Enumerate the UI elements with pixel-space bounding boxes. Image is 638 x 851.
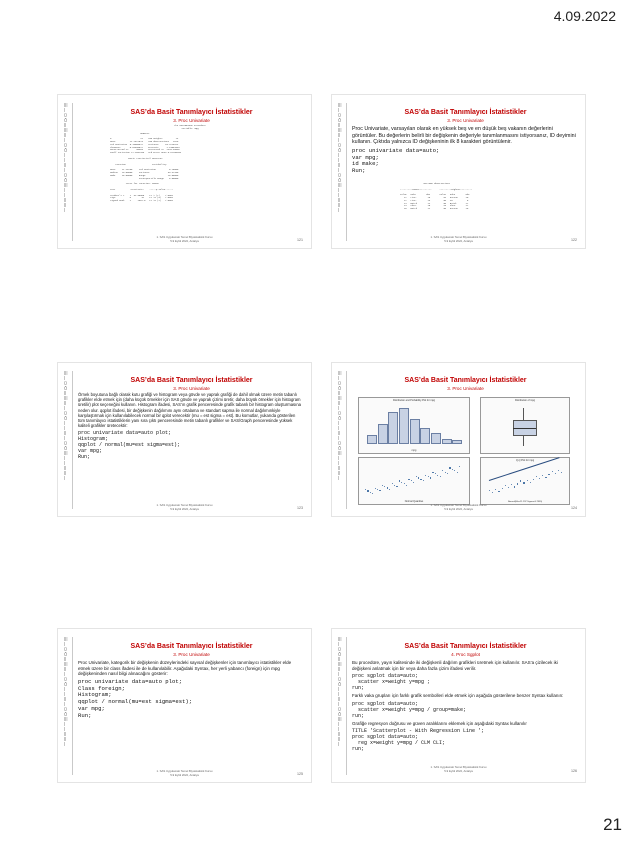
slide-subtitle: 3. Proc Univariate: [173, 118, 210, 123]
scatter-point: [416, 476, 417, 477]
slide-sidebar: İİİ İ Ü Ö İİ İİİ İİ İ Ü Ö İ İ İİ İ Ü Ö İİİ İ İ İİ İİ İ: [338, 637, 347, 775]
qq-point: [508, 487, 509, 488]
boxplot-title: Distribution of mpg: [515, 399, 535, 402]
extreme-observations-output: [400, 183, 560, 211]
qq-legend: Normal(Mu=21.297 Sigma=5.7855): [507, 501, 543, 503]
slide-sidebar: İİİ İ Ü Ö İİ İİİ İİ İ Ü Ö İ İ İİ İ Ü Ö İİİ İ İ İİ İİ İ: [64, 371, 73, 509]
histogram-bar: [410, 419, 420, 444]
slide-paragraph: Örnek boyutuna bağlı olarak kutu grafiği ve histogram veya gövde ve yaprak grafiği de dahil olmak üzere metin tabanlı grafikler elde etmek için (daha küçük örnekler için SAS gövde ve yaprak çizimi üretir, daha büyük örnekler için histogram üretilir) plot seçeneğini kullanın. Histogram ifadesi, SAS’ın grafik penceresinde grafik tabanlı bir histogram oluşturmasına neden olur. qqplot ifadesi, bir değişkenin dağılımını aynı ortalama ve standart sapma ile normal dağılımınkiyle karşılaştırmak için kullanılabilecek normal bir qplot verecektir (mu = est sigma = est). Bu komutlar, yukarıda gösterilen tüm tanımlayıcı istatistiklerin yanı sıra çıktı penceresinde metin tabanlı grafikler ve SAS/Graph penceresinde yüksek kaliteli grafikler üretecektir:: [78, 392, 301, 429]
qq-point: [523, 482, 524, 483]
slide-title: SAS’da Basit Tanımlayıcı İstatistikler: [404, 109, 527, 116]
slide-number: 121: [297, 238, 303, 242]
scatter-plot: [358, 457, 470, 505]
histogram-bar: [388, 412, 398, 444]
scatter-point: [372, 493, 373, 494]
qq-point: [505, 485, 506, 486]
qq-point: [498, 491, 499, 492]
qq-point: [533, 479, 534, 480]
scatter-point: [392, 483, 393, 484]
page-number: 21: [603, 815, 622, 834]
scatter-point: [435, 473, 436, 474]
univariate-output: [110, 125, 270, 203]
histogram-bar: [420, 428, 430, 444]
scatter-point: [457, 472, 458, 473]
histogram-bar: [367, 435, 377, 444]
scatter-points: [365, 462, 463, 496]
qq-point: [555, 473, 556, 474]
qq-point: [552, 471, 553, 472]
qq-point: [502, 488, 503, 489]
basic-measures-table: Basic Statistical Measures Location Variability Mean 21.29730 Std Deviation 5.78550 Median 20.00000 Variance 33.47205 Mode 18.00000 Range 29.00000 Interquartile Range 6.00000: [110, 156, 179, 180]
slide-footer: 1. SAS Uygulamalı Temel Biyoistatistik Kursu 5-9 Eylül 2022, Antalya: [156, 503, 213, 511]
histogram-title: Distribution and Probability Plot for mpg: [393, 399, 435, 402]
slide-title: SAS’da Basit Tanımlayıcı İstatistikler: [130, 109, 253, 116]
sas-code: proc univariate data=auto plot; Histogram; qqplot / normal(mu=est sigma=est); var mpg; Run;: [78, 430, 181, 461]
slide-title: SAS’da Basit Tanımlayıcı İstatistikler: [130, 643, 253, 650]
scatter-point: [379, 490, 380, 491]
document-date: 4.09.2022: [553, 8, 616, 24]
slide-123: [57, 362, 312, 517]
scatter-point: [382, 485, 383, 486]
qq-point: [492, 492, 493, 493]
sas-code: proc univariate data=auto plot; Class foreign; Histogram; qqplot / normal(mu=est sigma=est); var mpg; Run;: [78, 677, 193, 719]
slide-122: [331, 94, 586, 249]
scatter-point: [459, 466, 460, 467]
qq-point: [548, 474, 549, 475]
scatter-point: [430, 477, 431, 478]
moments-table: Moments N 74 Sum Weights 74 Mean 21.2972973 Sum Observations 1576 Std Deviation 5.78550321 Variance 33.4720474 Skewness 0.94936071 Kurtosis 1.13001934 Uncorrected SS 35463 Corrected SS 2443.45946 Coeff Variation 27.1657103 Std Error Mean 0.67255109: [110, 131, 181, 155]
scatter-point: [418, 477, 419, 478]
scatter-point: [454, 470, 455, 471]
qq-point: [511, 484, 512, 485]
slide-126: [331, 628, 586, 783]
qq-point: [520, 480, 521, 481]
qq-point: [545, 477, 546, 478]
histogram-x-label: mpg: [411, 449, 417, 452]
scatter-x-label: Normal Quantiles: [404, 500, 424, 503]
histogram-plot: [358, 397, 470, 454]
slide-paragraph-2: Farklı vaka grupları için farklı grafik sembolleri elde etmek için aşağıda gösterilene benzer Syntax kullanın:: [352, 693, 564, 699]
scatter-point: [452, 469, 453, 470]
qq-point: [539, 478, 540, 479]
qq-points: [489, 466, 563, 496]
slide-subtitle: 4. Proc Sgplot: [451, 652, 480, 657]
qq-point: [561, 472, 562, 473]
slide-sidebar: İİİ İ Ü Ö İİ İİİ İİ İ Ü Ö İ İ İİ İ Ü Ö İİİ İ İ İİ İİ İ: [338, 371, 347, 509]
scatter-point: [442, 470, 443, 471]
slide-number: 126: [571, 769, 577, 773]
qq-point: [517, 483, 518, 484]
scatter-point: [406, 485, 407, 486]
histogram-bar: [452, 440, 462, 444]
scatter-point: [445, 472, 446, 473]
qq-point: [542, 475, 543, 476]
boxplot-median: [513, 428, 536, 429]
scatter-point: [387, 487, 388, 488]
slide-number: 124: [571, 506, 577, 510]
qq-plot: [480, 457, 570, 505]
scatter-point: [404, 483, 405, 484]
sas-code-1: proc sgplot data=auto; scatter x=weight y=mpg ; run;: [352, 673, 431, 692]
scatter-point: [447, 473, 448, 474]
scatter-point: [440, 476, 441, 477]
qq-point: [527, 480, 528, 481]
slide-124: [331, 362, 586, 517]
scatter-point: [396, 486, 397, 487]
slide-paragraph-3: Grafiğe regresyon doğrusu ve güven aralıklarını eklemek için aşağıdaki Syntax kullanılır: [352, 720, 527, 726]
histogram-bar: [378, 424, 388, 444]
scatter-point: [394, 485, 395, 486]
scatter-point: [370, 492, 371, 493]
slide-paragraph: Proc Univariate, varsayılan olarak en yüksek beş ve en düşük beş vakanın değerlerini görüntüler. Bu değerlerin belirli bir değişkenin değeriyle tanımlanmasını istiyorsanız, ID deyimini kullanın. Çıktıda yalnızca ID değişkeninin ilk 8 karakteri görüntülenir.: [352, 126, 576, 146]
slide-125: [57, 628, 312, 783]
slide-footer: 1. SAS Uygulamalı Temel Biyoistatistik Kursu 5-9 Eylül 2022, Antalya: [156, 769, 213, 777]
scatter-point: [367, 490, 368, 491]
sas-code-2: proc sgplot data=auto; scatter x=weight y=mpg / group=make; run;: [352, 700, 467, 719]
histogram-bar: [431, 433, 441, 444]
qq-point: [536, 476, 537, 477]
histogram-bar: [442, 439, 452, 444]
slide-subtitle: 3. Proc Univariate: [173, 652, 210, 657]
slide-number: 125: [297, 772, 303, 776]
scatter-point: [375, 488, 376, 489]
qq-point: [495, 489, 496, 490]
histogram-bar: [399, 408, 409, 444]
scatter-point: [377, 489, 378, 490]
slide-footer: 1. SAS Uygulamalı Temel Biyoistatistik Kursu 5-9 Eylül 2022, Antalya: [156, 235, 213, 243]
qq-plot-title: Q-Q Plot for mpg: [515, 459, 535, 462]
slide-footer: 1. SAS Uygulamalı Temel Biyoistatistik Kursu 5-9 Eylül 2022, Antalya: [430, 765, 487, 773]
slide-title: SAS’da Basit Tanımlayıcı İstatistikler: [404, 377, 527, 384]
scatter-point: [389, 489, 390, 490]
slide-number: 123: [297, 506, 303, 510]
qq-point: [489, 490, 490, 491]
slide-subtitle: 3. Proc Univariate: [173, 386, 210, 391]
slide-title: SAS’da Basit Tanımlayıcı İstatistikler: [404, 643, 527, 650]
slide-body: [78, 660, 303, 766]
slide-footer: 1. SAS Uygulamalı Temel Biyoistatistik Kursu 5-9 Eylül 2022, Antalya: [430, 503, 487, 511]
boxplot: [480, 397, 570, 454]
scatter-point: [413, 482, 414, 483]
qq-point: [530, 482, 531, 483]
scatter-point: [423, 480, 424, 481]
slide-sidebar: İİİ İ Ü Ö İİ İİİ İİ İ Ü Ö İ İ İİ İ Ü Ö İİİ İ İ İİ İİ İ: [338, 103, 347, 241]
slide-paragraph: Proc Univariate, kategorik bir değişkenin düzeylerindeki sayısal değişkenler için tanımlayıcı istatistikler elde etmek üzere bir class ifadesi ile de kullanılabilir. Aşağıdaki Syntax, her yerli yabancı (foreign) için mpg değişkeninden nasıl bilgi alınacağını gösterir:: [78, 660, 292, 677]
scatter-point: [411, 480, 412, 481]
slide-subtitle: 3. Proc Univariate: [447, 386, 484, 391]
scatter-point: [365, 489, 366, 490]
location-tests-table: Tests for Location: Mu0=0 Test -Statistic- -----p Value------ Student's t t 31.66555 Pr > |t| <.0001 Sign M 37 Pr >= |M| <.0001 Signed Rank S 1387.5 Pr >= |S| <.0001: [110, 182, 174, 203]
qq-point: [514, 486, 515, 487]
slide-number: 122: [571, 238, 577, 242]
slide-title: SAS’da Basit Tanımlayıcı İstatistikler: [130, 377, 253, 384]
scatter-point: [384, 486, 385, 487]
qq-point: [558, 470, 559, 471]
extreme-observations-table: Extreme Observations ---------Lowest--------- ---------Highest--------- Value Make Obs Value Make Obs 12 Linc. 26 34 Datsun 15 12 Linc. 24 35 VW 8 14 Buick 21 35 Buick 17 14 Chev. 20 28 Chev. 17 15 Buick 22 35 Datsun 29: [400, 182, 473, 211]
slide-body: [352, 660, 577, 778]
slide-body: [78, 392, 303, 500]
histogram-bars: [367, 406, 463, 444]
slide-footer: 1. SAS Uygulamalı Temel Biyoistatistik Kursu 5-9 Eylül 2022, Antalya: [430, 235, 487, 243]
scatter-point: [425, 475, 426, 476]
slide-sidebar: İİİ İ Ü Ö İİ İİİ İİ İ Ü Ö İ İ İİ İ Ü Ö İİİ İ İ İİ İİ İ: [64, 103, 73, 241]
sas-code: proc univariate data=auto; var mpg; id make; Run;: [352, 146, 440, 175]
slide-body: [352, 126, 577, 232]
scatter-point: [408, 479, 409, 480]
scatter-point: [399, 480, 400, 481]
procedure-title: The UNIVARIATE Procedure Variable: mpg: [174, 124, 206, 130]
sas-code-3: TITLE 'Scatterplot - With Regression Line '; proc sgplot data=auto; reg x=weight y=mpg / CLM CLI; run;: [352, 728, 485, 753]
slide-subtitle: 3. Proc Univariate: [447, 118, 484, 123]
scatter-point: [449, 467, 450, 468]
scatter-point: [437, 475, 438, 476]
scatter-point: [432, 472, 433, 473]
scatter-point: [401, 482, 402, 483]
slide-sidebar: İİİ İ Ü Ö İİ İİİ İİ İ Ü Ö İ İ İİ İ Ü Ö İİİ İ İ İİ İİ İ: [64, 637, 73, 775]
slide-121: [57, 94, 312, 249]
scatter-point: [420, 479, 421, 480]
slide-paragraph-1: Bu procedüre, yayın kalitesinde iki değişkenli dağılım grafikleri üretmek için kullanılır. SAS’a çizilecek iki değişkeni anlatmak için bir veya daha fazla çizim ifadesi verilir.: [352, 660, 558, 671]
scatter-point: [428, 476, 429, 477]
